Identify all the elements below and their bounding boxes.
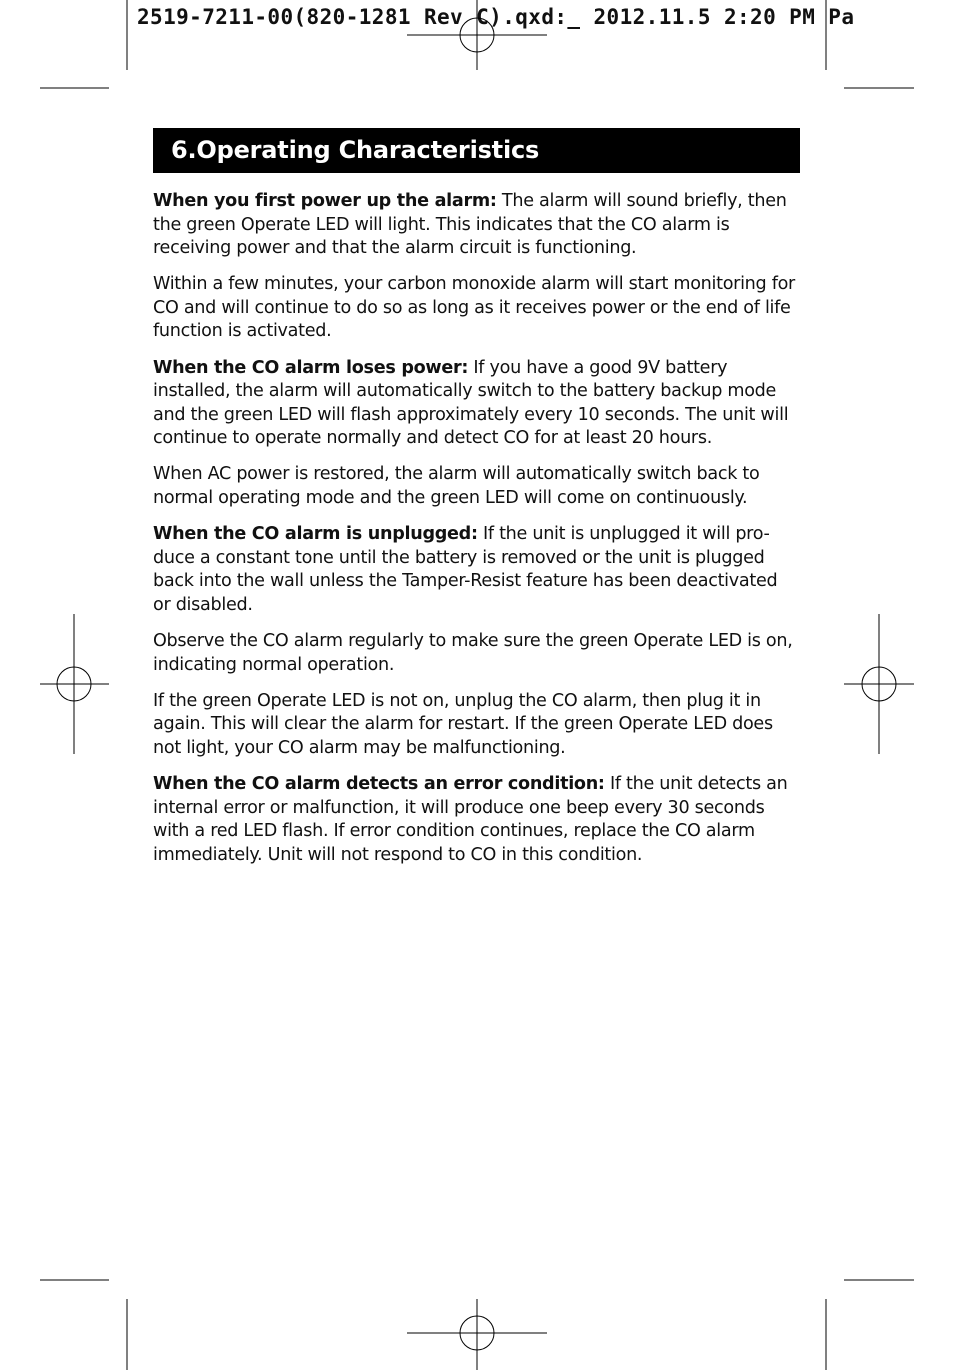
paragraph-power-restored — [153, 463, 800, 510]
paragraph-power-up — [153, 190, 800, 261]
paragraph-text: If the unit is unplugged it will pro-duce a constant tone until the battery is removed or the unit is plugged back into the wall unless the Tamper-Resist feature has been deactivated or disabled. — [153, 524, 778, 615]
paragraph-error-condition — [153, 773, 800, 867]
section-body — [153, 190, 800, 880]
paragraph-text: If the green Operate LED is not on, unplug the CO alarm, then plug it in again. This will clear the alarm for restart. If the green Operate LED does not light, your CO alarm may be malfunctioning. — [153, 690, 773, 758]
paragraph-text: The alarm will sound briefly, then the green Operate LED will light. This indicates that the CO alarm is receiving power and that the alarm circuit is functioning. — [153, 191, 787, 259]
section-heading-bar — [153, 128, 800, 173]
paragraph-lead: When the CO alarm loses power: — [153, 357, 469, 378]
registration-mark-top — [407, 0, 547, 70]
paragraph-observe — [153, 630, 800, 677]
paragraph-text: If you have a good 9V battery installed, the alarm will automatically switch to the battery backup mode and the green LED will flash approximately every 10 seconds. The unit will continue to operate normally and detect CO for at least 20 hours. — [153, 357, 789, 449]
paragraph-restart — [153, 690, 800, 761]
paragraph-text: Within a few minutes, your carbon monoxide alarm will start monitoring for CO and will continue to do so as long as it receives power or the end of life function is activated. — [153, 274, 795, 342]
registration-mark-bottom — [407, 1299, 547, 1370]
paragraph-text: Observe the CO alarm regularly to make sure the green Operate LED is on, indicating normal operation. — [153, 631, 793, 675]
registration-mark-right — [844, 614, 914, 754]
paragraph-lead: When you first power up the alarm: — [153, 191, 497, 211]
paragraph-lead: When the CO alarm is unplugged: — [153, 524, 478, 545]
paragraph-lead: When the CO alarm detects an error condition: — [153, 773, 605, 794]
paragraph-monitoring — [153, 273, 800, 344]
paragraph-loses-power — [153, 357, 800, 451]
section-title: 6.Operating Characteristics — [171, 136, 540, 164]
print-slug-line: 2519-7211-00(820-1281 Rev C).qxd:_ 2012.11.5 2:20 PM Pa — [137, 5, 855, 29]
paragraph-text: If the unit detects an internal error or malfunction, it will produce one beep every 30 seconds with a red LED flash. If error condition continues, replace the CO alarm immediately. Unit will not respond to CO in this condition. — [153, 773, 788, 865]
paragraph-text: When AC power is restored, the alarm will automatically switch back to normal operating mode and the green LED will come on continuously. — [153, 464, 760, 509]
registration-mark-left — [40, 614, 109, 754]
paragraph-unplugged — [153, 523, 800, 617]
